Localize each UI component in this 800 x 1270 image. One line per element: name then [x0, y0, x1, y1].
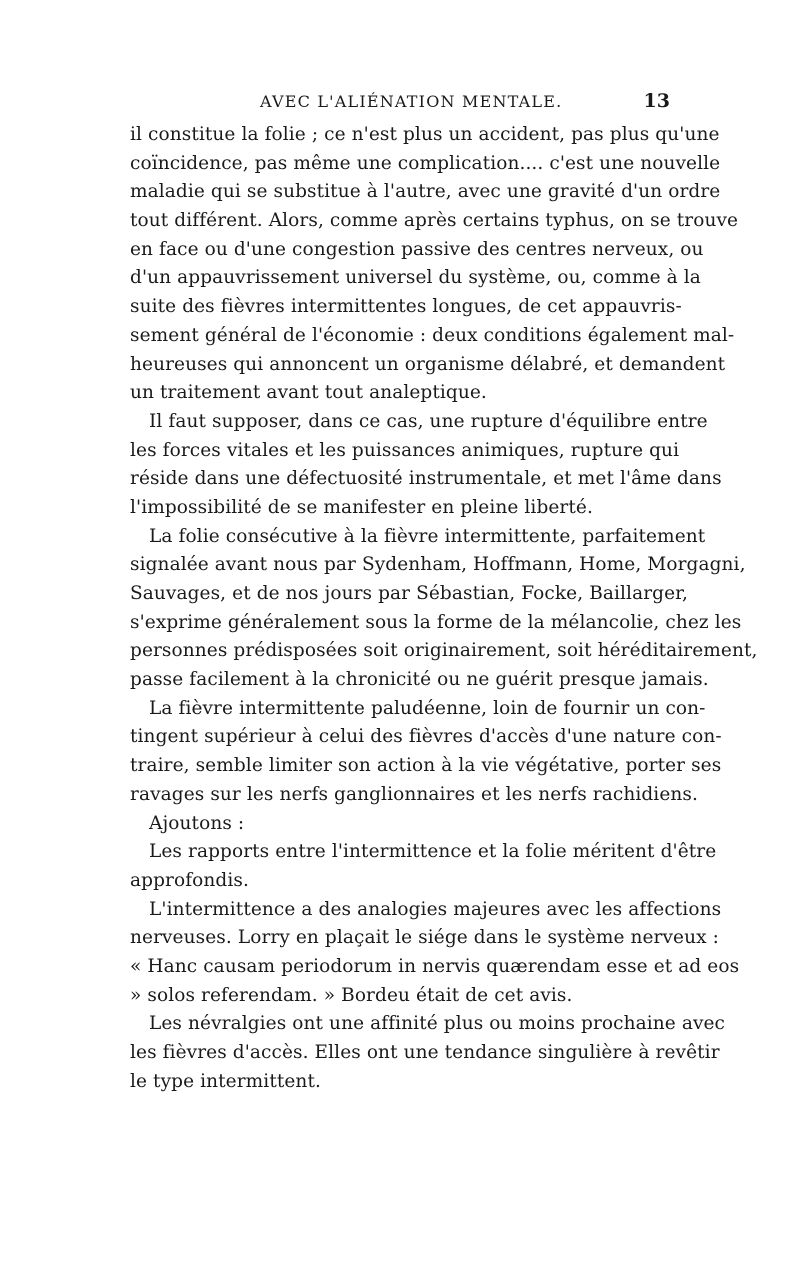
text-line: approfondis. — [130, 869, 249, 891]
paragraph-start: Ajoutons : — [149, 812, 245, 834]
running-head — [130, 92, 670, 116]
text-line: nerveuses. Lorry en plaçait le siége dans le système nerveux : — [130, 927, 719, 949]
text-line: les forces vitales et les puissances animiques, rupture qui — [130, 439, 680, 461]
paragraph-start: Les rapports entre l'intermittence et la folie méritent d'être — [149, 841, 717, 863]
text-line: ravages sur les nerfs ganglionnaires et les nerfs rachidiens. — [130, 783, 698, 805]
page-number: 13 — [643, 90, 670, 112]
running-title: AVEC L'ALIÉNATION MENTALE. — [260, 92, 563, 111]
body-text — [130, 121, 758, 1096]
text-line: l'impossibilité de se manifester en pleine liberté. — [130, 496, 593, 518]
text-line: tingent supérieur à celui des fièvres d'accès d'une nature con- — [130, 726, 722, 748]
text-line: coïncidence, pas même une complication.... c'est une nouvelle — [130, 152, 721, 174]
paragraph-start: Les névralgies ont une affinité plus ou moins prochaine avec — [149, 1013, 726, 1035]
text-line: passe facilement à la chronicité ou ne guérit presque jamais. — [130, 669, 709, 691]
paragraph-start: La folie consécutive à la fièvre intermittente, parfaitement — [149, 525, 706, 547]
text-line: tout différent. Alors, comme après certains typhus, on se trouve — [130, 210, 739, 232]
paragraph-start: L'intermittence a des analogies majeures avec les affections — [149, 898, 722, 920]
text-line: s'exprime généralement sous la forme de la mélancolie, chez les — [130, 611, 742, 633]
text-line: un traitement avant tout analeptique. — [130, 382, 487, 404]
text-line: le type intermittent. — [130, 1070, 321, 1092]
paragraph-start: La fièvre intermittente paludéenne, loin de fournir un con- — [149, 697, 706, 719]
text-line: d'un appauvrissement universel du système, ou, comme à la — [130, 267, 701, 289]
text-line: heureuses qui annoncent un organisme délabré, et demandent — [130, 353, 726, 375]
text-line: les fièvres d'accès. Elles ont une tendance singulière à revêtir — [130, 1042, 720, 1063]
text-line: en face ou d'une congestion passive des centres nerveux, ou — [130, 238, 704, 260]
text-line: il constitue la folie ; ce n'est plus un accident, pas plus qu'une — [130, 124, 720, 145]
text-line: Sauvages, et de nos jours par Sébastian, Focke, Baillarger, — [130, 583, 689, 604]
text-line: suite des fièvres intermittentes longues, de cet appauvris- — [130, 296, 682, 318]
paragraph-start: Il faut supposer, dans ce cas, une rupture d'équilibre entre — [149, 410, 708, 432]
text-line: « Hanc causam periodorum in nervis quærendam esse et ad eos — [130, 955, 740, 977]
text-line: sement général de l'économie : deux conditions également mal- — [130, 324, 735, 346]
text-line: traire, semble limiter son action à la vie végétative, porter ses — [130, 755, 722, 777]
text-line: maladie qui se substitue à l'autre, avec une gravité d'un ordre — [130, 181, 721, 203]
text-line: personnes prédisposées soit originairement, soit héréditairement, — [130, 640, 758, 662]
text-line: réside dans une défectuosité instrumentale, et met l'âme dans — [130, 468, 722, 490]
text-line: » solos referendam. » Bordeu était de cet avis. — [130, 984, 573, 1006]
text-line: signalée avant nous par Sydenham, Hoffmann, Home, Morgagni, — [130, 554, 746, 576]
